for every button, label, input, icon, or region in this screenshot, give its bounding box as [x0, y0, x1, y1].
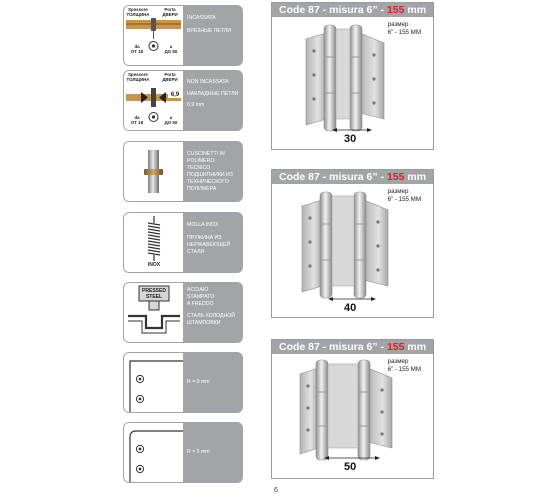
panel-spec: размер 6” - 155 ММ — [387, 188, 421, 203]
panel-title: Code 87 - misura 6” - 155 mm — [272, 340, 433, 354]
label-pressed-steel: PRESSED STEEL — [142, 288, 166, 300]
spring-image — [124, 213, 183, 272]
feature-text: INCASSATA ВРЕЗНЫЕ ПЕТЛИ — [187, 15, 232, 34]
bearing-image — [124, 142, 183, 201]
product-panel-30 — [271, 2, 434, 150]
hinge-image — [296, 356, 406, 464]
feature-card-radius-0 — [123, 352, 243, 413]
feature-card-pressed-steel — [123, 282, 243, 343]
label-porta: Porta ДВЕРИ — [162, 72, 178, 82]
panel-title: Code 87 - misura 6” - 155 mm — [272, 170, 433, 184]
product-panel-40 — [271, 169, 434, 318]
square-corner-diagram — [124, 353, 183, 412]
feature-text: R = 0 mm — [187, 379, 210, 385]
feature-card-radius-5 — [123, 422, 243, 483]
dimension-label: 50 — [344, 461, 357, 473]
hinge-image — [296, 19, 406, 137]
page-number: 6 — [274, 487, 278, 494]
hinge-image — [296, 186, 406, 304]
rounded-corner-icon — [124, 423, 183, 482]
mortise-diagram — [124, 6, 183, 65]
label-gap: 6,9 — [168, 93, 182, 98]
label-spessore: Spessore ТОЛЩИНА — [126, 7, 150, 17]
feature-card-non-incassata — [123, 70, 243, 131]
label-a: a ДО 50 — [164, 115, 178, 125]
label-porta: Porta ДВЕРИ — [162, 7, 178, 17]
label-da: da ОТ 18 — [130, 115, 144, 125]
label-a: a ДО 50 — [164, 44, 178, 54]
bearing-icon — [124, 142, 183, 201]
feature-text: R = 5 mm — [187, 449, 210, 455]
feature-card-bearings — [123, 141, 243, 202]
feature-text: CUSCINETTI IN POLIMERO TECNICO ПОДШИПНИКИ ИЗ ТЕХНИЧЕСКОГО ПОЛИМЕРА — [187, 150, 233, 192]
label-spessore: Spessore ТОЛЩИНА — [126, 72, 150, 82]
rounded-corner-diagram — [124, 423, 183, 482]
label-da: da ОТ 18 — [130, 44, 144, 54]
dimension-label: 30 — [344, 133, 357, 145]
label-inox: INOX — [147, 262, 161, 268]
feature-text: NON INCASSATA НАКЛАДНЫЕ ПЕТЛИ 6,9 mm — [187, 79, 239, 108]
feature-card-spring — [123, 212, 243, 273]
pressed-steel-diagram — [124, 283, 183, 342]
panel-spec: размер 6” - 155 ММ — [387, 21, 421, 36]
feature-text: MOLLA INOX ПРУЖИНА ИЗ НЕРЖАВЕЮЩЕЙ СТАЛИ — [187, 222, 231, 255]
panel-title: Code 87 - misura 6” - 155 mm — [272, 3, 433, 17]
surface-mount-diagram — [124, 71, 183, 130]
feature-card-incassata — [123, 5, 243, 66]
dimension-label: 40 — [344, 302, 357, 314]
product-panel-50 — [271, 339, 434, 479]
square-corner-icon — [124, 353, 183, 412]
feature-text: ACCIAIO STAMPATO A FREDDO СТАЛЬ ХОЛОДНОЙ ШТАМПОВКИ — [187, 287, 236, 326]
panel-spec: размер 6” - 155 ММ — [387, 358, 421, 373]
